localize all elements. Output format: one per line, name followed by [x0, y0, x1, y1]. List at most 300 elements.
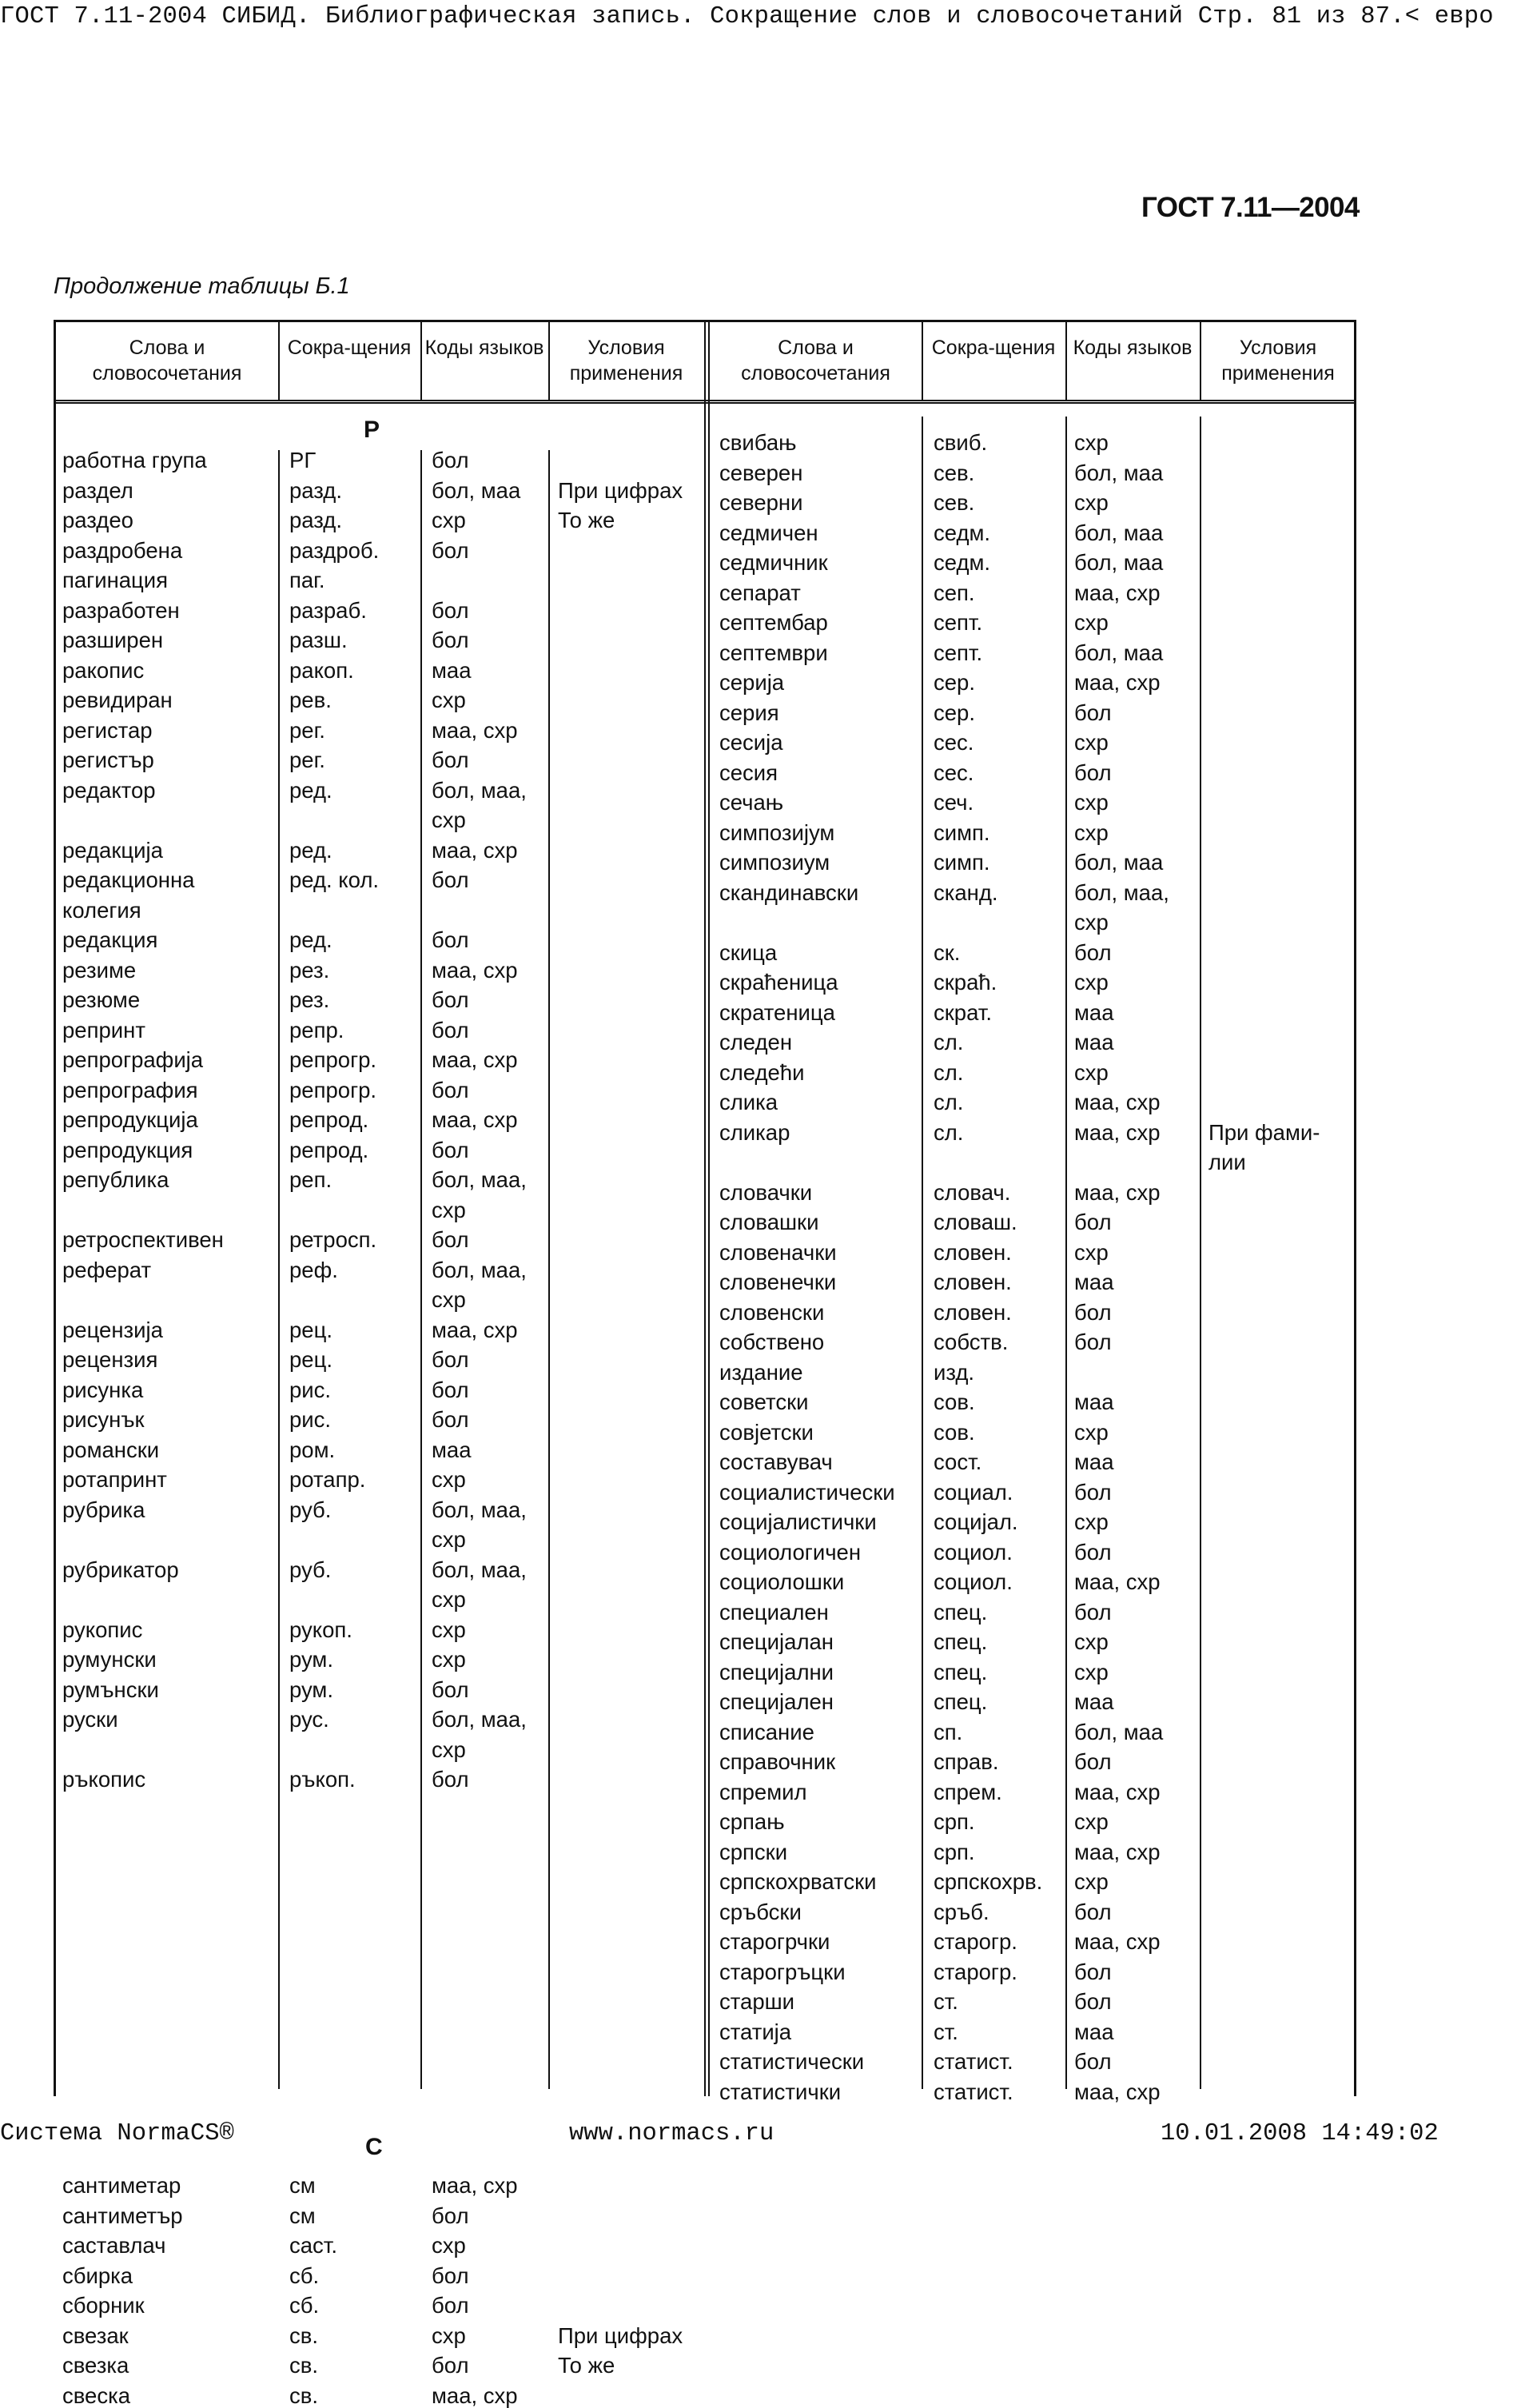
cell-word: ротапринт	[62, 1467, 167, 1492]
cell-word: регистър	[62, 748, 154, 772]
cell-word: следећи	[719, 1059, 805, 1085]
cell-language-codes: бол, маа,	[432, 1557, 527, 1582]
cell-abbreviation: септ.	[934, 640, 983, 665]
cell-word: сборник	[62, 2293, 145, 2318]
cell-word: сантиметар	[62, 2173, 181, 2198]
cell-word: сечањ	[719, 790, 784, 815]
cell-word: работна група	[62, 448, 207, 472]
cell-word: република	[62, 1167, 169, 1192]
cell-word: ревидиран	[62, 688, 173, 712]
cell-abbreviation: седм.	[934, 520, 991, 545]
cell-language-codes: схр	[1074, 1509, 1109, 1534]
cell-abbreviation: справ.	[934, 1749, 999, 1774]
cell-word: регистар	[62, 717, 153, 743]
cell-word: румънски	[62, 1676, 159, 1702]
cell-word: разработен	[62, 597, 180, 623]
cell-abbreviation: руб.	[289, 1557, 332, 1582]
cell-language-codes: бол, маа	[1074, 550, 1164, 575]
cell-language-codes: бол	[1074, 1299, 1112, 1325]
cell-language-codes: бол	[1074, 939, 1112, 965]
col-header-abbr-right: Сокра-щения	[931, 337, 1056, 359]
cell-word: ракопис	[62, 657, 145, 683]
footer-site: www.normacs.ru	[569, 2120, 774, 2147]
cell-language-codes: маа, схр	[1074, 1090, 1161, 1114]
cell-language-codes: схр	[1074, 610, 1109, 635]
cell-abbreviation: ром.	[289, 1437, 336, 1462]
cell-language-codes: маа, схр	[432, 1107, 518, 1132]
cell-language-codes: бол	[432, 1767, 469, 1792]
col-header-words-right: Слова и словосочетания	[741, 337, 890, 385]
cell-language-codes: бол, маа	[432, 477, 521, 503]
cell-abbreviation: ск.	[934, 939, 961, 965]
column-rule	[1200, 322, 1201, 400]
cell-word: словачки	[719, 1179, 813, 1205]
column-rule	[922, 322, 923, 400]
cell-language-codes: схр	[1074, 910, 1109, 935]
cell-word: сепарат	[719, 580, 801, 605]
cell-word: репрография	[62, 1077, 198, 1102]
cell-language-codes: бол	[1074, 1210, 1112, 1234]
cell-abbreviation: спец.	[934, 1629, 988, 1654]
cell-language-codes: бол	[432, 1017, 469, 1043]
cell-condition: То же	[558, 508, 615, 532]
cell-abbreviation: рег.	[289, 748, 325, 772]
cell-language-codes: схр	[432, 1647, 466, 1672]
cell-language-codes: бол	[432, 987, 469, 1012]
cell-word: скратеница	[719, 999, 835, 1025]
cell-abbreviation: сер.	[934, 700, 975, 725]
cell-language-codes: бол, маа,	[432, 1167, 527, 1192]
cell-word: свибањ	[719, 430, 797, 455]
cell-abbreviation: разш.	[289, 628, 348, 652]
cell-abbreviation: социол.	[934, 1539, 1013, 1565]
cell-language-codes: бол	[432, 1377, 469, 1402]
cell-language-codes: схр	[1074, 1059, 1109, 1085]
cell-abbreviation: срп.	[934, 1809, 975, 1834]
cell-language-codes: бол	[432, 448, 469, 472]
cell-language-codes: бол	[432, 1137, 469, 1162]
cell-language-codes: схр	[432, 2233, 466, 2258]
cell-language-codes: бол	[432, 1676, 469, 1702]
cell-condition: При цифрах	[558, 2322, 683, 2348]
cell-condition: То же	[558, 2353, 615, 2378]
cell-abbreviation: скраћ.	[934, 970, 997, 995]
cell-abbreviation: рец.	[289, 1347, 332, 1372]
cell-language-codes: бол	[432, 597, 469, 623]
cell-abbreviation: сост.	[934, 1449, 982, 1474]
cell-abbreviation: ред.	[289, 927, 332, 952]
cell-language-codes: маа	[1074, 999, 1114, 1025]
cell-abbreviation: репрогр.	[289, 1077, 377, 1102]
cell-word: српскохрватски	[719, 1869, 877, 1894]
cell-word: раздробена	[62, 537, 183, 563]
cell-word: ръкопис	[62, 1767, 146, 1792]
cell-language-codes: бол	[432, 628, 469, 652]
column-rule	[1200, 417, 1201, 2089]
cell-abbreviation: срп.	[934, 1839, 975, 1864]
gost-designation: ГОСТ 7.11—2004	[1141, 192, 1360, 223]
cell-language-codes: схр	[1074, 430, 1109, 455]
cell-language-codes: маа	[432, 657, 472, 683]
cell-language-codes: маа	[432, 1437, 472, 1462]
cell-abbreviation: сев.	[934, 490, 975, 515]
cell-word: репрографија	[62, 1047, 204, 1072]
cell-abbreviation: сп.	[934, 1719, 963, 1744]
cell-abbreviation: реф.	[289, 1257, 338, 1282]
cell-language-codes: бол	[432, 1227, 469, 1252]
cell-language-codes: схр	[432, 807, 466, 832]
cell-abbreviation: словаш.	[934, 1210, 1017, 1234]
cell-word: разширен	[62, 628, 164, 652]
cell-language-codes: бол	[432, 2203, 469, 2228]
cell-word: редакција	[62, 837, 163, 863]
cell-word: словашки	[719, 1210, 819, 1234]
cell-language-codes: маа	[1074, 1389, 1114, 1414]
cell-word: слика	[719, 1090, 778, 1114]
cell-language-codes: маа, схр	[1074, 2079, 1161, 2104]
cell-abbreviation: паг.	[289, 568, 325, 592]
cell-word: резиме	[62, 957, 137, 983]
cell-word: сесија	[719, 730, 783, 755]
cell-language-codes: схр	[1074, 1629, 1109, 1654]
column-rule	[420, 322, 422, 400]
cell-abbreviation: сръб.	[934, 1899, 989, 1924]
cell-abbreviation: саст.	[289, 2233, 337, 2258]
cell-language-codes: бол	[1074, 1479, 1112, 1505]
cell-word: репродукција	[62, 1107, 198, 1132]
cell-condition: При цифрах	[558, 477, 683, 503]
cell-language-codes: маа, схр	[1074, 1179, 1161, 1205]
cell-language-codes: схр	[432, 1467, 466, 1492]
cell-language-codes: схр	[432, 1287, 466, 1312]
column-rule	[278, 322, 280, 400]
cell-language-codes: схр	[432, 1197, 466, 1222]
cell-abbreviation: спец.	[934, 1689, 988, 1714]
cell-abbreviation: сл.	[934, 1030, 964, 1054]
cell-language-codes: бол	[1074, 1989, 1112, 2014]
cell-word: репринт	[62, 1017, 145, 1043]
cell-word: старогръцки	[719, 1959, 846, 1984]
cell-abbreviation: сл.	[934, 1090, 964, 1114]
cell-language-codes: маа, схр	[432, 837, 518, 863]
cell-word: раздео	[62, 508, 133, 532]
cell-word: северен	[719, 460, 803, 485]
cell-word: свезка	[62, 2353, 129, 2378]
cell-word: рисунка	[62, 1377, 144, 1402]
cell-abbreviation: см	[289, 2203, 316, 2228]
cell-word: симпозиум	[719, 850, 830, 875]
cell-word: српски	[719, 1839, 788, 1864]
cell-language-codes: схр	[1074, 819, 1109, 845]
cell-word: словенечки	[719, 1270, 837, 1294]
cell-abbreviation: ст.	[934, 2019, 958, 2044]
cell-word: седмичник	[719, 550, 828, 575]
cell-word: рукопис	[62, 1617, 143, 1642]
header-double-rule	[56, 400, 1354, 404]
cell-word: статистически	[719, 2049, 865, 2074]
cell-language-codes: маа, схр	[432, 2382, 518, 2408]
cell-word: сръбски	[719, 1899, 802, 1924]
cell-word: северни	[719, 490, 803, 515]
cell-language-codes: схр	[1074, 970, 1109, 995]
cell-language-codes: бол, маа,	[432, 777, 527, 803]
cell-condition: лии	[1208, 1150, 1246, 1174]
cell-abbreviation: старогр.	[934, 1929, 1017, 1954]
cell-abbreviation: ред.	[289, 777, 332, 803]
cell-condition: При фами-	[1208, 1119, 1320, 1145]
cell-language-codes: схр	[432, 508, 466, 532]
cell-word: издание	[719, 1359, 803, 1385]
cell-language-codes: схр	[432, 1587, 466, 1612]
cell-abbreviation: статист.	[934, 2079, 1013, 2104]
cell-language-codes: бол, маа	[1074, 460, 1164, 485]
cell-abbreviation: сов.	[934, 1389, 975, 1414]
cell-language-codes: схр	[432, 688, 466, 712]
cell-abbreviation: свиб.	[934, 430, 988, 455]
cell-language-codes: схр	[1074, 1419, 1109, 1445]
cell-abbreviation: социјал.	[934, 1509, 1018, 1534]
cell-language-codes: схр	[1074, 1869, 1109, 1894]
cell-word: специјални	[719, 1659, 834, 1684]
cell-language-codes: схр	[1074, 490, 1109, 515]
cell-language-codes: бол, маа	[1074, 520, 1164, 545]
cell-language-codes: бол, маа,	[1074, 879, 1169, 905]
cell-abbreviation: руб.	[289, 1497, 332, 1522]
section-letter-s: С	[365, 2134, 383, 2160]
cell-word: српањ	[719, 1809, 785, 1834]
cell-abbreviation: српскохрв.	[934, 1869, 1043, 1894]
cell-language-codes: бол	[432, 1347, 469, 1372]
cell-language-codes: маа, схр	[1074, 1839, 1161, 1864]
cell-word: специјален	[719, 1689, 834, 1714]
cell-language-codes: бол	[1074, 1959, 1112, 1984]
cell-word: рецензия	[62, 1347, 158, 1372]
cell-abbreviation: сеч.	[934, 790, 974, 815]
cell-word: свеска	[62, 2382, 131, 2408]
cell-language-codes: бол	[1074, 1599, 1112, 1625]
cell-word: пагинация	[62, 568, 169, 592]
cell-abbreviation: рец.	[289, 1317, 332, 1342]
cell-abbreviation: словен.	[934, 1299, 1012, 1325]
cell-abbreviation: рум.	[289, 1676, 333, 1702]
cell-word: собствено	[719, 1330, 825, 1354]
footer-datetime: 10.01.2008 14:49:02	[1161, 2120, 1439, 2147]
column-rule	[1065, 322, 1067, 400]
cell-abbreviation: разраб.	[289, 597, 367, 623]
cell-word: седмичен	[719, 520, 818, 545]
cell-word: сесия	[719, 759, 778, 785]
cell-word: румунски	[62, 1647, 157, 1672]
cell-word: социолошки	[719, 1569, 845, 1594]
cell-abbreviation: сес.	[934, 759, 974, 785]
cell-abbreviation: симп.	[934, 819, 990, 845]
column-rule	[1065, 417, 1067, 2089]
cell-abbreviation: сов.	[934, 1419, 975, 1445]
cell-abbreviation: св.	[289, 2382, 318, 2408]
cell-language-codes: бол	[1074, 2049, 1112, 2074]
cell-abbreviation: ракоп.	[289, 657, 354, 683]
cell-language-codes: схр	[432, 1527, 466, 1552]
cell-word: редакция	[62, 927, 158, 952]
cell-abbreviation: ръкоп.	[289, 1767, 356, 1792]
col-header-words-left: Слова и словосочетания	[92, 337, 242, 385]
cell-abbreviation: сев.	[934, 460, 975, 485]
column-rule	[548, 450, 550, 2089]
cell-language-codes: маа, схр	[432, 1047, 518, 1072]
cell-word: реферат	[62, 1257, 152, 1282]
cell-language-codes: бол	[1074, 1330, 1112, 1354]
cell-word: справочник	[719, 1749, 836, 1774]
cell-word: статистички	[719, 2079, 842, 2104]
cell-abbreviation: см	[289, 2173, 316, 2198]
cell-language-codes: маа, схр	[1074, 1119, 1161, 1145]
cell-abbreviation: сес.	[934, 730, 974, 755]
cell-abbreviation: рег.	[289, 717, 325, 743]
cell-word: редактор	[62, 777, 156, 803]
column-rule	[420, 450, 422, 2089]
cell-word: романски	[62, 1437, 160, 1462]
cell-language-codes: схр	[1074, 730, 1109, 755]
cell-language-codes: маа, схр	[1074, 1929, 1161, 1954]
cell-abbreviation: разд.	[289, 477, 342, 503]
cell-word: сантиметър	[62, 2203, 183, 2228]
cell-language-codes: маа, схр	[432, 957, 518, 983]
cell-abbreviation: ред. кол.	[289, 867, 380, 892]
cell-language-codes: маа	[1074, 1449, 1114, 1474]
cell-language-codes: схр	[1074, 790, 1109, 815]
cell-language-codes: схр	[432, 1617, 466, 1642]
column-rule	[548, 322, 550, 400]
cell-abbreviation: рус.	[289, 1707, 329, 1732]
cell-abbreviation: ротапр.	[289, 1467, 366, 1492]
cell-language-codes: бол	[1074, 700, 1112, 725]
cell-abbreviation: седм.	[934, 550, 991, 575]
cell-language-codes: бол, маа	[1074, 640, 1164, 665]
cell-word: скраћеница	[719, 970, 838, 995]
cell-abbreviation: ст.	[934, 1989, 958, 2014]
cell-word: спремил	[719, 1779, 807, 1804]
cell-abbreviation: рум.	[289, 1647, 333, 1672]
cell-language-codes: схр	[1074, 1809, 1109, 1834]
cell-language-codes: маа, схр	[1074, 1779, 1161, 1804]
cell-abbreviation: словен.	[934, 1270, 1012, 1294]
cell-abbreviation: сб.	[289, 2293, 320, 2318]
cell-language-codes: бол	[432, 2293, 469, 2318]
cell-language-codes: маа, схр	[432, 717, 518, 743]
cell-language-codes: бол	[432, 927, 469, 952]
table-caption: Продолжение таблицы Б.1	[54, 273, 350, 299]
cell-language-codes: маа, схр	[1074, 580, 1161, 605]
cell-abbreviation: рис.	[289, 1407, 332, 1432]
cell-word: серија	[719, 670, 785, 695]
cell-language-codes: маа	[1074, 1689, 1114, 1714]
cell-word: специален	[719, 1599, 829, 1625]
cell-language-codes: маа	[1074, 2019, 1114, 2044]
cell-language-codes: бол	[432, 867, 469, 892]
cell-language-codes: схр	[1074, 1659, 1109, 1684]
cell-word: старогрчки	[719, 1929, 830, 1954]
cell-language-codes: бол, маа,	[432, 1257, 527, 1282]
cell-word: руски	[62, 1707, 118, 1732]
cell-abbreviation: социал.	[934, 1479, 1013, 1505]
col-header-cond-left: Условия применения	[569, 337, 683, 385]
cell-word: словенски	[719, 1299, 825, 1325]
cell-abbreviation: ред.	[289, 837, 332, 863]
cell-word: скандинавски	[719, 879, 859, 905]
cell-language-codes: бол	[1074, 1899, 1112, 1924]
cell-language-codes: бол	[432, 2262, 469, 2288]
cell-word: раздел	[62, 477, 133, 503]
cell-abbreviation: рис.	[289, 1377, 332, 1402]
cell-word: резюме	[62, 987, 141, 1012]
cell-word: редакционна	[62, 867, 195, 892]
cell-language-codes: маа, схр	[1074, 670, 1161, 695]
cell-abbreviation: скрат.	[934, 999, 992, 1025]
col-header-codes-right: Коды языков	[1073, 337, 1193, 359]
cell-abbreviation: социол.	[934, 1569, 1013, 1594]
column-rule	[922, 417, 923, 2089]
cell-language-codes: схр	[432, 1736, 466, 1762]
cell-abbreviation: разд.	[289, 508, 342, 532]
cell-abbreviation: репрод.	[289, 1107, 369, 1132]
cell-language-codes: бол	[432, 748, 469, 772]
cell-abbreviation: сканд.	[934, 879, 998, 905]
cell-word: рисунък	[62, 1407, 145, 1432]
cell-word: сбирка	[62, 2262, 133, 2288]
cell-abbreviation: старогр.	[934, 1959, 1017, 1984]
cell-abbreviation: раздроб.	[289, 537, 380, 563]
cell-abbreviation: септ.	[934, 610, 983, 635]
cell-language-codes: схр	[1074, 1239, 1109, 1265]
cell-abbreviation: сер.	[934, 670, 975, 695]
cell-language-codes: бол, маа,	[432, 1497, 527, 1522]
cell-language-codes: бол	[1074, 1539, 1112, 1565]
cell-word: рубрика	[62, 1497, 145, 1522]
cell-language-codes: бол	[432, 2353, 469, 2378]
cell-word: словеначки	[719, 1239, 837, 1265]
cell-language-codes: маа, схр	[1074, 1569, 1161, 1594]
cell-abbreviation: рукоп.	[289, 1617, 352, 1642]
cell-abbreviation: репрогр.	[289, 1047, 377, 1072]
cell-word: составувач	[719, 1449, 833, 1474]
cell-abbreviation: сеп.	[934, 580, 975, 605]
cell-word: специјалан	[719, 1629, 834, 1654]
cell-abbreviation: рев.	[289, 688, 332, 712]
cell-word: сликар	[719, 1119, 790, 1145]
cell-abbreviation: статист.	[934, 2049, 1013, 2074]
cell-abbreviation: сл.	[934, 1119, 964, 1145]
cell-word: скица	[719, 939, 778, 965]
cell-language-codes: схр	[432, 2322, 466, 2348]
cell-word: социологичен	[719, 1539, 862, 1565]
cell-abbreviation: собств.	[934, 1330, 1009, 1354]
column-rule	[278, 450, 280, 2089]
cell-word: септември	[719, 640, 828, 665]
cell-word: рубрикатор	[62, 1557, 179, 1582]
cell-abbreviation: рез.	[289, 987, 330, 1012]
cell-abbreviation: репрод.	[289, 1137, 369, 1162]
cell-word: следен	[719, 1030, 793, 1054]
section-letter-r: Р	[364, 417, 380, 443]
cell-language-codes: маа	[1074, 1030, 1114, 1054]
cell-abbreviation: св.	[289, 2353, 318, 2378]
cell-word: симпозијум	[719, 819, 835, 845]
cell-language-codes: бол	[432, 1407, 469, 1432]
cell-abbreviation: сл.	[934, 1059, 964, 1085]
cell-abbreviation: ретросп.	[289, 1227, 377, 1252]
cell-word: свезак	[62, 2322, 129, 2348]
col-header-cond-right: Условия применения	[1221, 337, 1335, 385]
